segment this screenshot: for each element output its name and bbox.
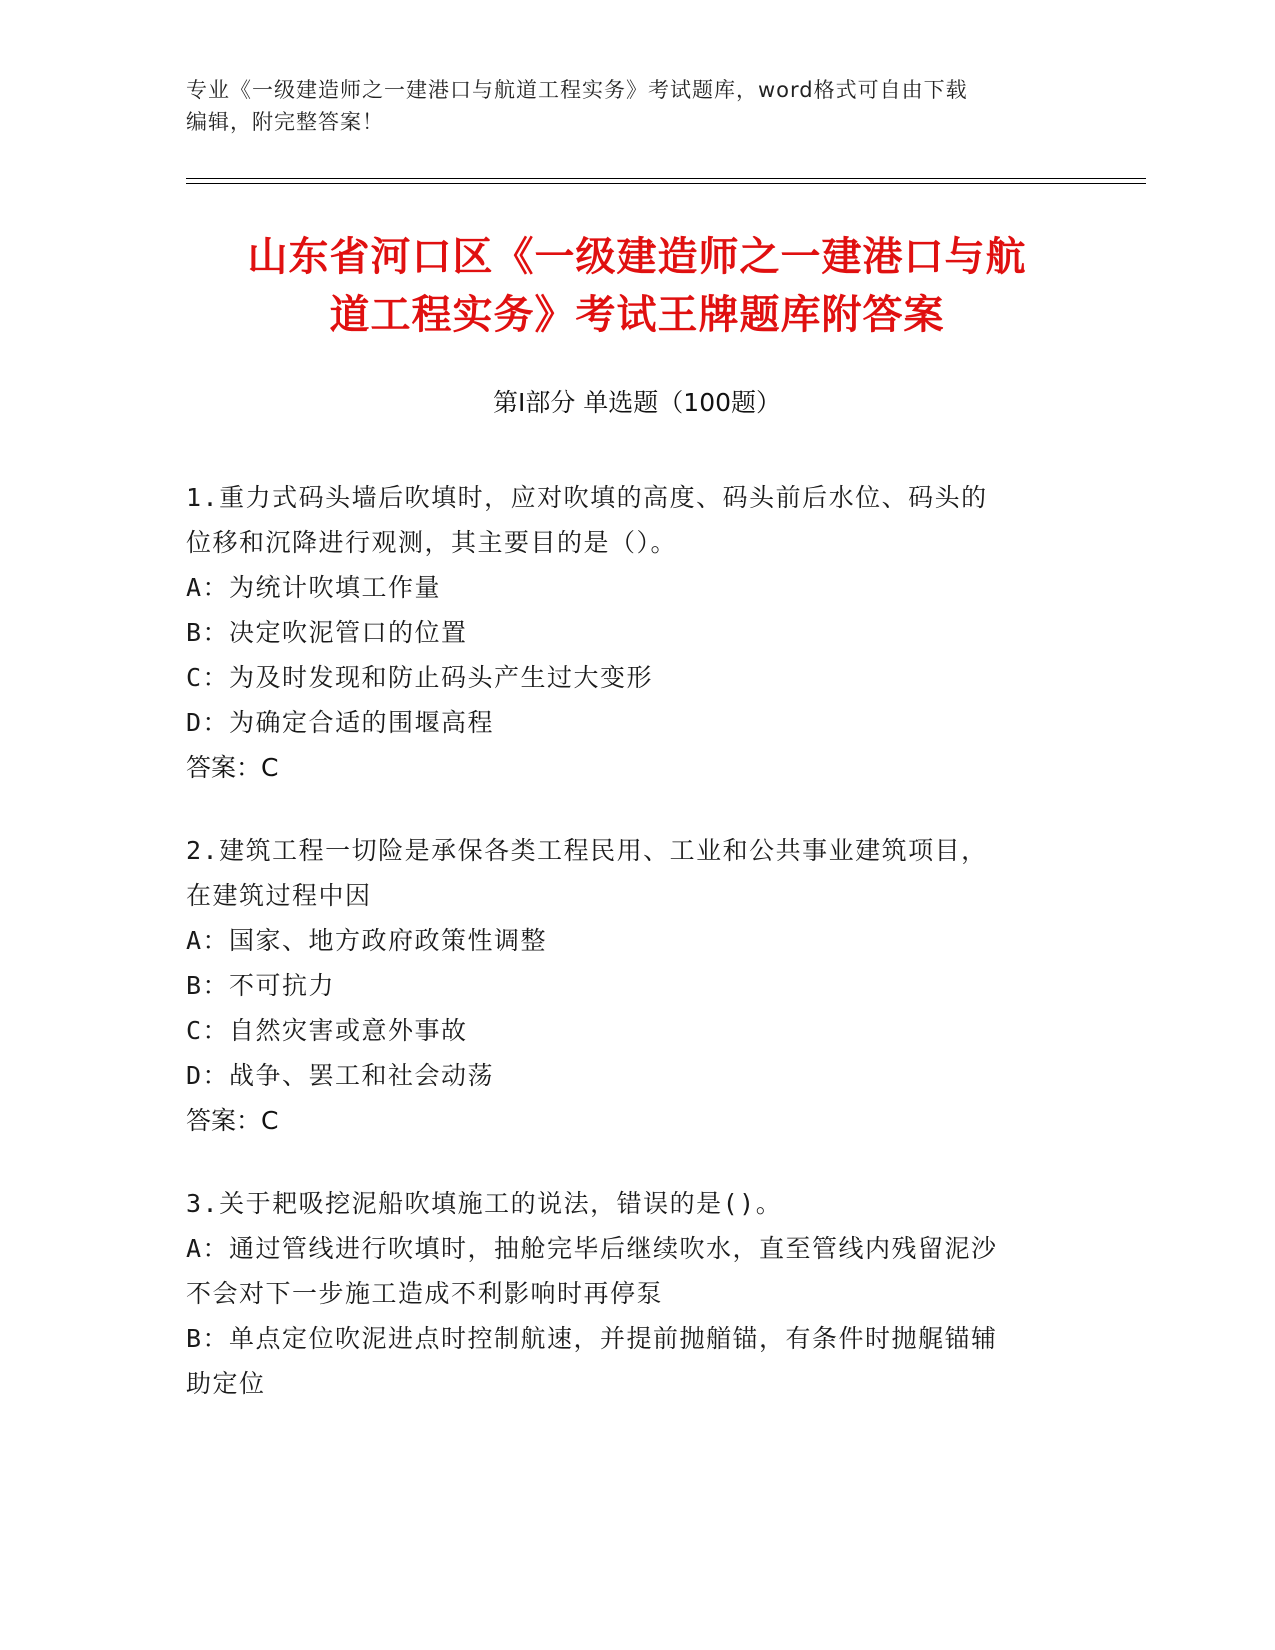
- question-stem: 在建筑过程中因: [186, 881, 372, 910]
- option-d: D：战争、罢工和社会动荡: [186, 1061, 495, 1090]
- option-a: A：为统计吹填工作量: [186, 573, 442, 602]
- option-b: B：决定吹泥管口的位置: [186, 618, 468, 647]
- header-divider: [186, 183, 1146, 184]
- option-c: C：自然灾害或意外事故: [186, 1016, 468, 1045]
- section-title: 第Ⅰ部分 单选题（100题）: [492, 388, 782, 417]
- answer: 答案：C: [186, 1106, 279, 1135]
- option-a: A：通过管线进行吹填时，抽舱完毕后继续吹水，直至管线内残留泥沙: [186, 1234, 998, 1263]
- question-item: [186, 828, 1076, 1143]
- header-note-line: 编辑，附完整答案！: [186, 110, 384, 134]
- question-item: [186, 475, 1076, 790]
- question-stem: 3.关于耙吸挖泥船吹填施工的说法，错误的是()。: [186, 1189, 783, 1218]
- header-note: [186, 74, 1086, 138]
- option-d: D：为确定合适的围堰高程: [186, 708, 495, 737]
- answer: 答案：C: [186, 753, 279, 782]
- header-note-line: 专业《一级建造师之一建港口与航道工程实务》考试题库，word格式可自由下载: [186, 78, 968, 102]
- header-divider: [186, 178, 1146, 179]
- option-a-continued: 不会对下一步施工造成不利影响时再停泵: [186, 1279, 664, 1308]
- question-item: [186, 1181, 1076, 1406]
- question-stem: 2.建筑工程一切险是承保各类工程民用、工业和公共事业建筑项目，: [186, 836, 988, 865]
- document-title-line: 道工程实务》考试王牌题库附答案: [329, 292, 945, 338]
- option-c: C：为及时发现和防止码头产生过大变形: [186, 663, 654, 692]
- document-title: [186, 228, 1088, 344]
- question-stem: 位移和沉降进行观测，其主要目的是（）。: [186, 528, 678, 557]
- option-b-continued: 助定位: [186, 1369, 266, 1398]
- question-list: [186, 475, 1076, 1444]
- option-b: B：单点定位吹泥进点时控制航速，并提前抛艏锚，有条件时抛艉锚辅: [186, 1324, 998, 1353]
- document-title-line: 山东省河口区《一级建造师之一建港口与航: [247, 234, 1027, 280]
- option-b: B：不可抗力: [186, 971, 336, 1000]
- option-a: A：国家、地方政府政策性调整: [186, 926, 548, 955]
- question-stem: 1.重力式码头墙后吹填时，应对吹填的高度、码头前后水位、码头的: [186, 483, 988, 512]
